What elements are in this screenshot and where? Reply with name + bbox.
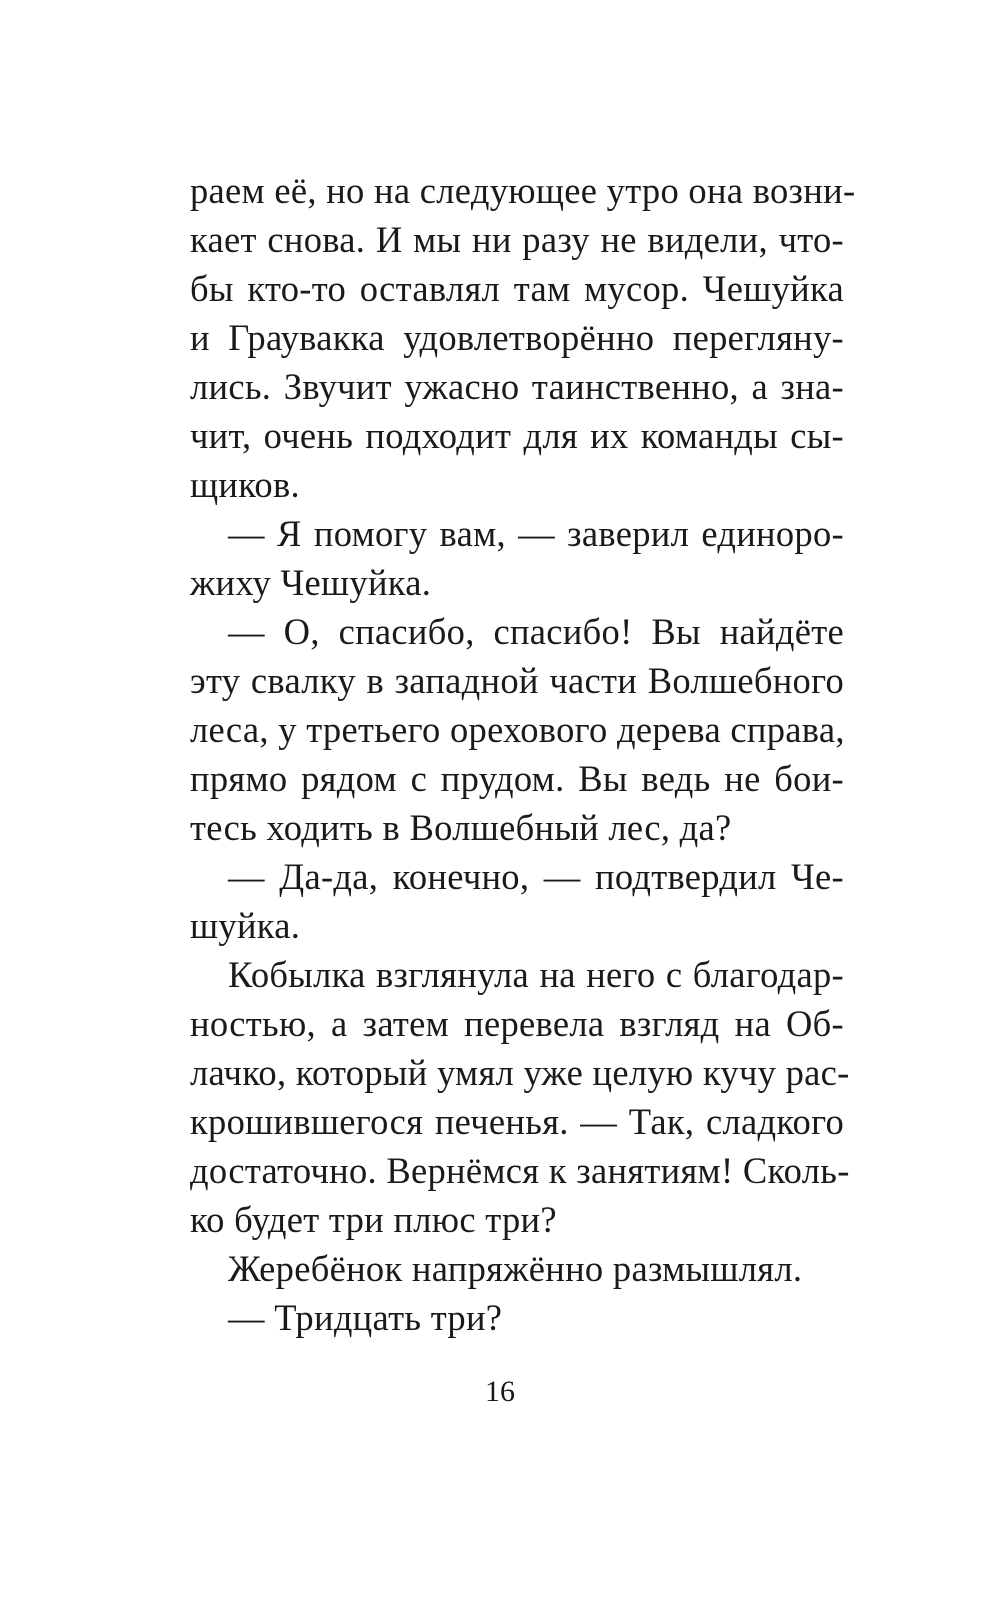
text-line: раем её, но на следующее утро она возни- [190,170,856,211]
body-text [190,166,856,1342]
text-line: эту свалку в западной части Волшебного [190,660,844,701]
text-line: — Да-да, конечно, — подтвердил Че- [228,856,844,897]
text-line: лись. Звучит ужасно таинственно, а зна- [190,366,844,407]
text-line: Жеребёнок напряжённо размышлял. [228,1248,803,1289]
text-line: кает снова. И мы ни разу не видели, что- [190,219,844,260]
text-line: Кобылка взглянула на него с благодар- [228,954,844,995]
text-line: чит, очень подходит для их команды сы- [190,415,844,456]
text-line: бы кто-то оставлял там мусор. Чешуйка [190,268,844,309]
text-line: и Граувакка удовлетворённо перегляну- [190,317,844,358]
text-line: — О, спасибо, спасибо! Вы найдёте [228,611,844,652]
text-line: жиху Чешуйка. [190,562,432,603]
text-line: шуйка. [190,905,301,946]
text-line: — Я помогу вам, — заверил единоро- [228,513,844,554]
text-line: лачко, который умял уже целую кучу рас- [190,1052,850,1093]
text-line: прямо рядом с прудом. Вы ведь не бои- [190,758,844,799]
text-line: тесь ходить в Волшебный лес, да? [190,807,732,848]
text-line: достаточно. Вернёмся к занятиям! Сколь- [190,1150,850,1191]
text-line: щиков. [190,464,300,505]
text-line: ко будет три плюс три? [190,1199,557,1240]
text-line: — Тридцать три? [228,1297,503,1338]
page-number: 16 [485,1375,515,1408]
text-line: ностью, а затем перевела взгляд на Об- [190,1003,844,1044]
text-line: леса, у третьего орехового дерева справа, [190,709,845,750]
text-line: крошившегося печенья. — Так, сладкого [190,1101,844,1142]
